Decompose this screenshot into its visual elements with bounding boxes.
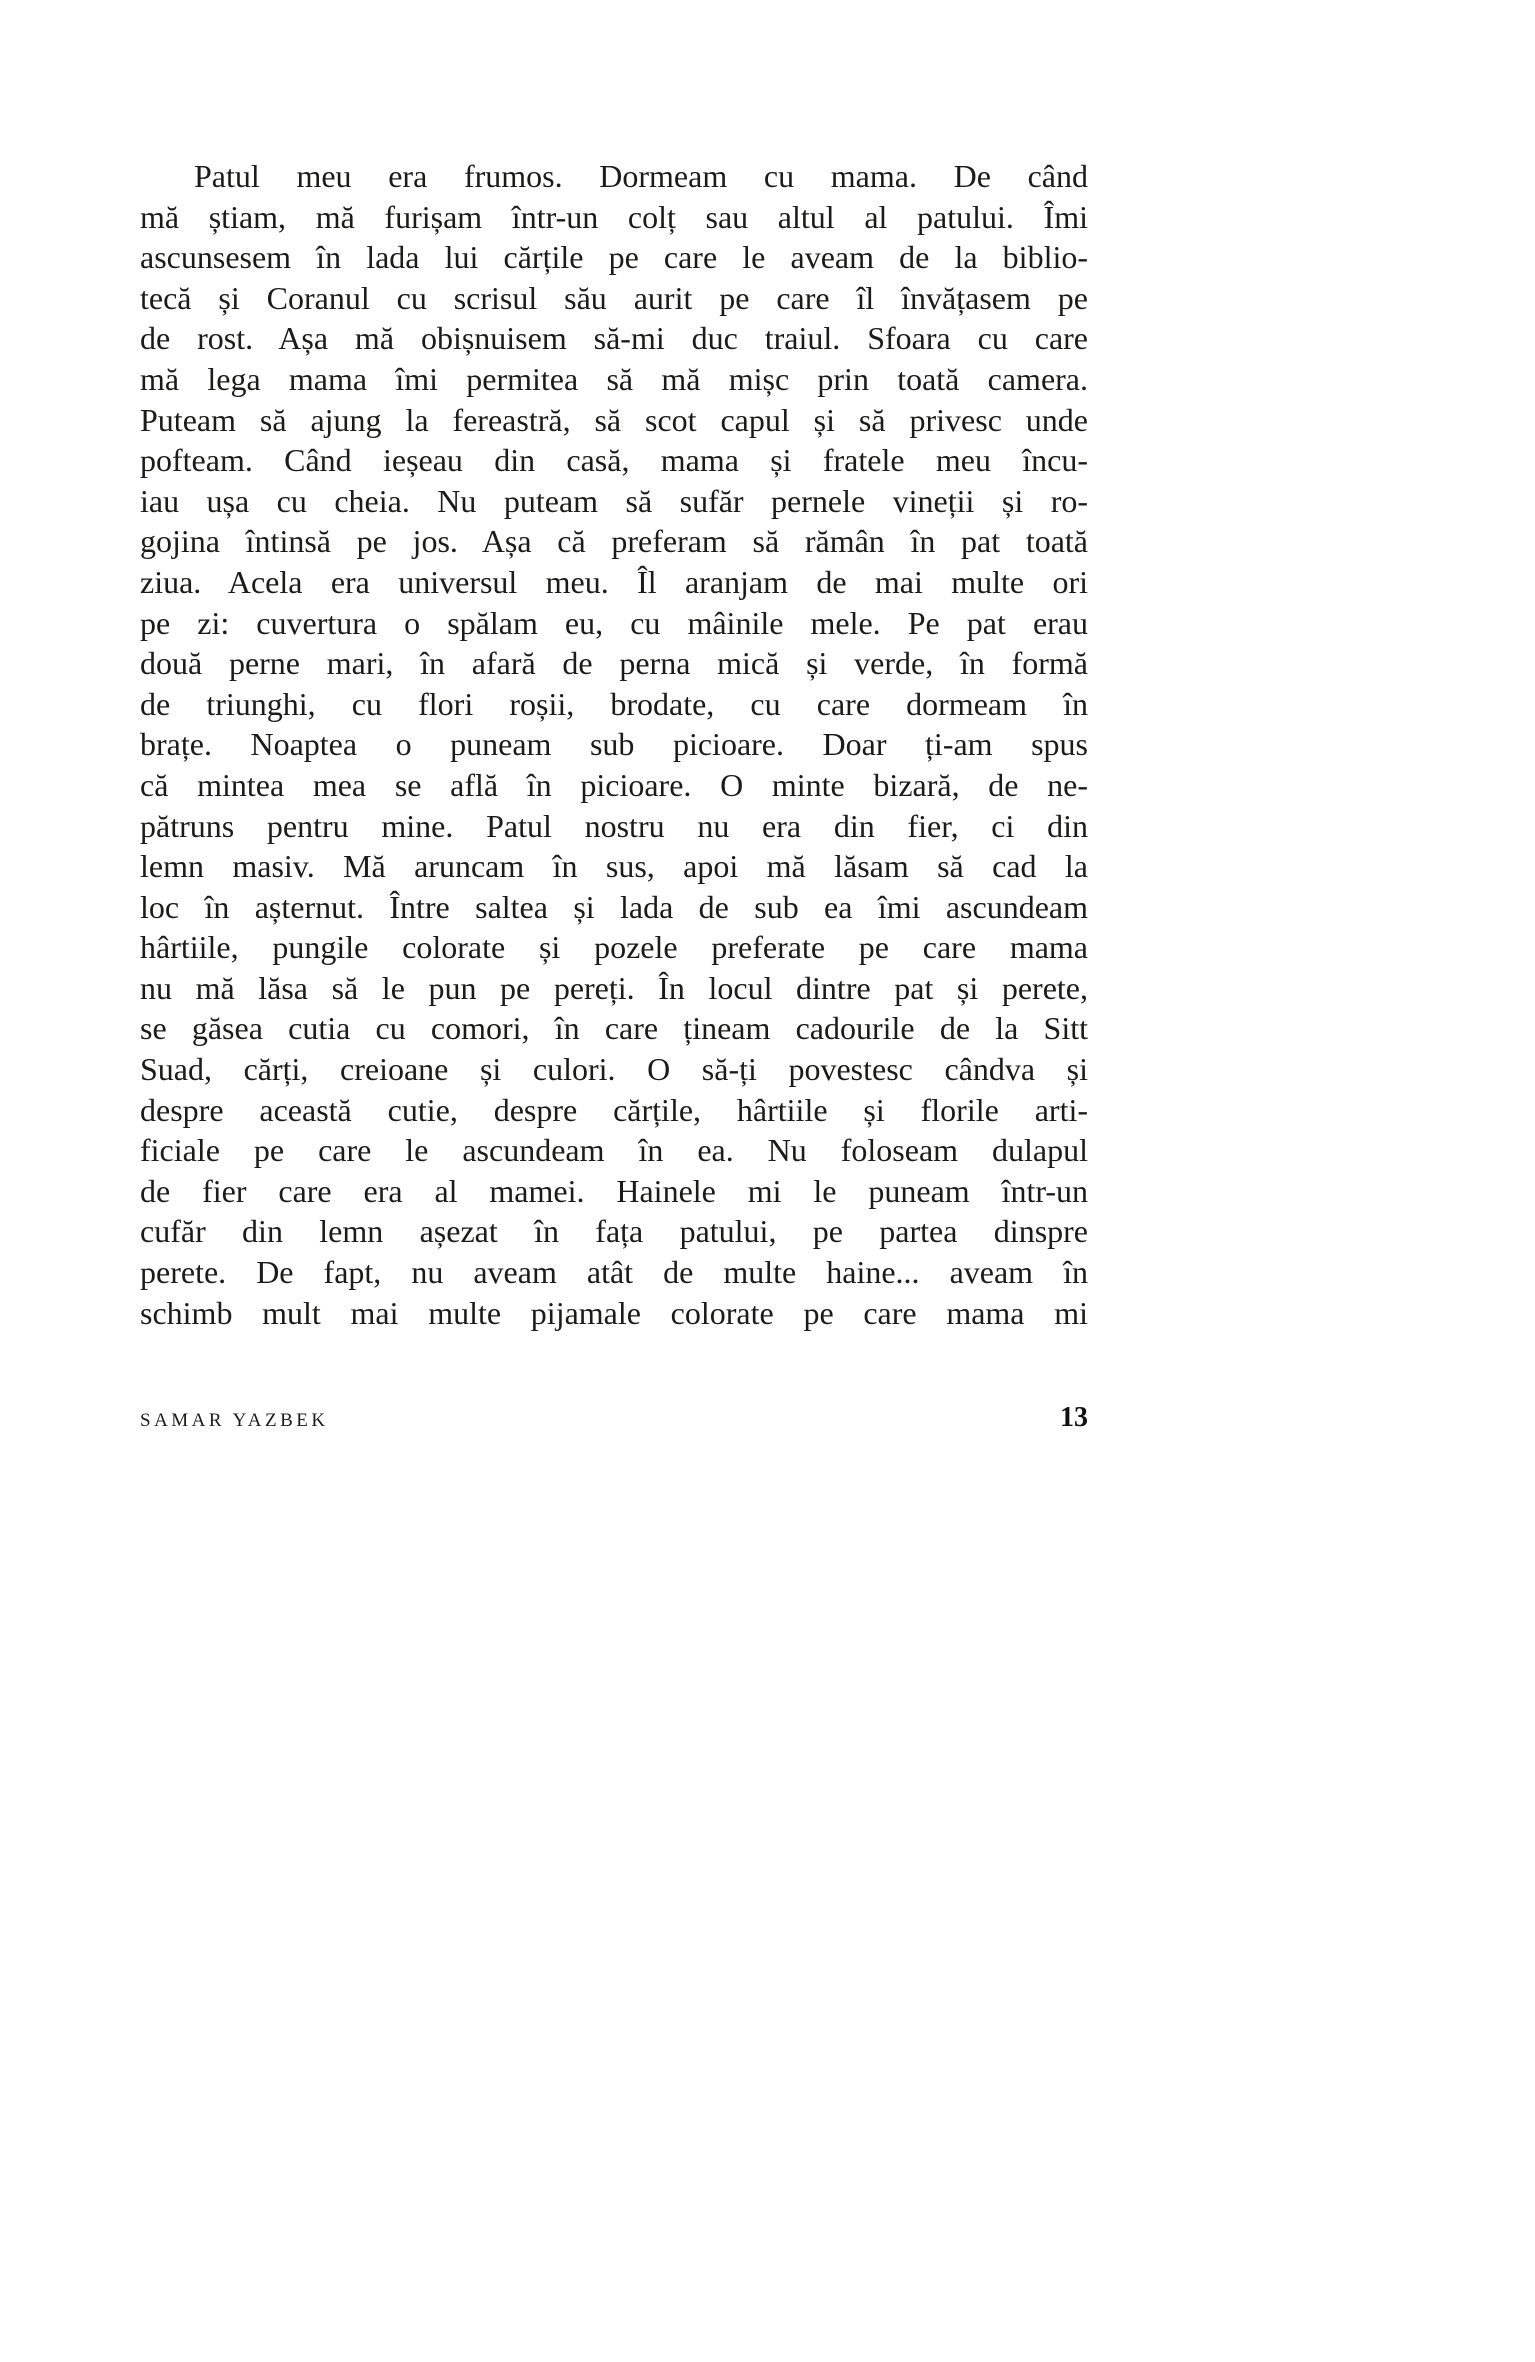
text-line: mă lega mama îmi permitea să mă mișc prin toată camera. <box>140 360 1088 397</box>
text-line: gojina întinsă pe jos. Așa că preferam să rămân în pat toată <box>140 523 1088 560</box>
text-line: ascunsesem în lada lui cărțile pe care le aveam de la biblio- <box>140 239 1088 276</box>
page-number: 13 <box>1060 1402 1088 1433</box>
text-line: tecă și Coranul cu scrisul său aurit pe care îl învățasem pe <box>140 279 1088 316</box>
text-line: Puteam să ajung la fereastră, să scot capul și să privesc unde <box>140 401 1088 438</box>
text-line: nu mă lăsa să le pun pe pereți. În locul dintre pat și perete, <box>140 969 1088 1006</box>
text-line: lemn masiv. Mă aruncam în sus, apoi mă lăsam să cad la <box>140 848 1088 885</box>
page-footer <box>140 1402 1088 1434</box>
running-footer-author: SAMAR YAZBEK <box>140 1410 329 1431</box>
text-line: două perne mari, în afară de perna mică și verde, în formă <box>140 645 1088 682</box>
text-line: se găsea cutia cu comori, în care țineam cadourile de la Sitt <box>140 1010 1088 1047</box>
text-line: de triunghi, cu flori roșii, brodate, cu care dormeam în <box>140 685 1088 722</box>
text-line: pofteam. Când ieșeau din casă, mama și fratele meu încu- <box>140 442 1088 479</box>
body-text <box>140 156 1088 1333</box>
text-line: ficiale pe care le ascundeam în ea. Nu foloseam dulapul <box>140 1132 1088 1169</box>
text-line: Suad, cărți, creioane și culori. O să-ți povestesc cândva și <box>140 1051 1088 1088</box>
text-line: mă știam, mă furișam într-un colț sau altul al patului. Îmi <box>140 198 1088 235</box>
text-line: hârtiile, pungile colorate și pozele preferate pe care mama <box>140 929 1088 966</box>
text-line: schimb mult mai multe pijamale colorate pe care mama mi <box>140 1294 1088 1331</box>
text-line: perete. De fapt, nu aveam atât de multe haine... aveam în <box>140 1254 1088 1291</box>
text-line: cufăr din lemn așezat în fața patului, pe partea dinspre <box>140 1213 1088 1250</box>
text-line: iau ușa cu cheia. Nu puteam să sufăr pernele vineții și ro- <box>140 482 1088 519</box>
text-line: Patul meu era frumos. Dormeam cu mama. De când <box>194 158 1088 194</box>
text-line: ziua. Acela era universul meu. Îl aranjam de mai multe ori <box>140 563 1088 600</box>
text-line: despre această cutie, despre cărțile, hârtiile și florile arti- <box>140 1091 1088 1128</box>
text-line: de fier care era al mamei. Hainele mi le puneam într-un <box>140 1172 1088 1209</box>
text-line: că mintea mea se află în picioare. O minte bizară, de ne- <box>140 766 1088 803</box>
text-line: loc în așternut. Între saltea și lada de sub ea îmi ascundeam <box>140 888 1088 925</box>
text-line: pe zi: cuvertura o spălam eu, cu mâinile mele. Pe pat erau <box>140 604 1088 641</box>
text-line: pătruns pentru mine. Patul nostru nu era din fier, ci din <box>140 807 1088 844</box>
text-line: de rost. Așa mă obișnuisem să-mi duc traiul. Sfoara cu care <box>140 320 1088 357</box>
text-line: brațe. Noaptea o puneam sub picioare. Doar ți-am spus <box>140 726 1088 763</box>
